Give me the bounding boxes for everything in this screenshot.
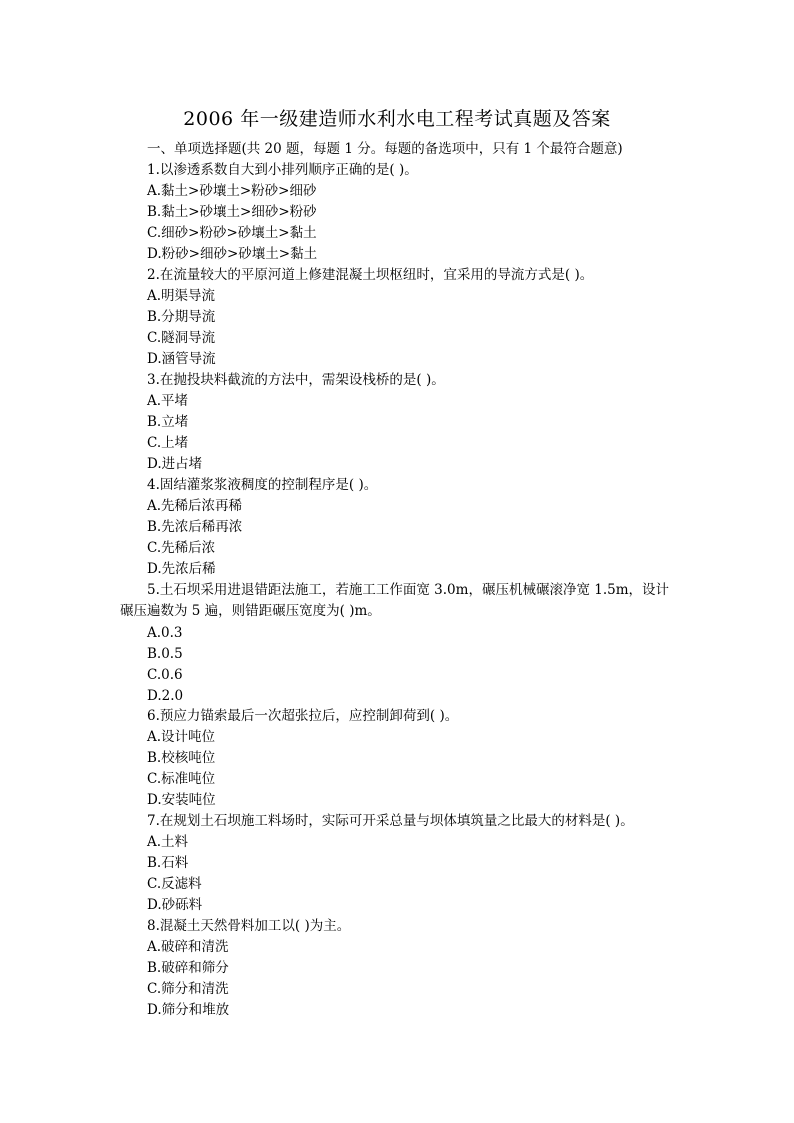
question-1-option-d: D.粉砂>细砂>砂壤土>黏土 — [147, 246, 318, 262]
question-5-option-d: D.2.0 — [147, 688, 184, 704]
section-heading: 一、单项选择题(共 20 题，每题 1 分。每题的备选项中，只有 1 个最符合题意) — [147, 141, 623, 157]
question-2-option-c: C.隧洞导流 — [147, 330, 216, 346]
question-7-option-a: A.土料 — [147, 834, 189, 850]
question-6-option-a: A.设计吨位 — [147, 729, 216, 745]
question-3-option-a: A.平堵 — [147, 393, 189, 409]
question-5-option-c: C.0.6 — [147, 667, 183, 683]
question-4-option-d: D.先浓后稀 — [147, 561, 216, 577]
question-5-stem-line1: 5.土石坝采用进退错距法施工，若施工工作面宽 3.0m，碾压机械碾滚净宽 1.5m，设计 — [147, 582, 670, 598]
question-3-option-d: D.进占堵 — [147, 456, 203, 472]
page-title: 2006 年一级建造师水利水电工程考试真题及答案 — [183, 108, 611, 130]
question-8-option-b: B.破碎和筛分 — [147, 960, 229, 976]
question-8-option-a: A.破碎和清洗 — [147, 939, 229, 955]
question-1-option-c: C.细砂>粉砂>砂壤土>黏土 — [147, 225, 317, 241]
question-2-option-d: D.涵管导流 — [147, 351, 216, 367]
question-1-stem: 1.以渗透系数自大到小排列顺序正确的是( )。 — [147, 162, 418, 178]
question-3-option-b: B.立堵 — [147, 414, 189, 430]
question-1-option-b: B.黏土>砂壤土>细砂>粉砂 — [147, 204, 317, 220]
question-8-option-c: C.筛分和清洗 — [147, 981, 229, 997]
question-4-option-b: B.先浓后稀再浓 — [147, 519, 243, 535]
question-6-option-b: B.校核吨位 — [147, 750, 216, 766]
question-6-stem: 6.预应力锚索最后一次超张拉后，应控制卸荷到( )。 — [147, 708, 459, 724]
question-2-option-a: A.明渠导流 — [147, 288, 216, 304]
question-4-stem: 4.固结灌浆浆液稠度的控制程序是( )。 — [147, 477, 378, 493]
question-6-option-c: C.标准吨位 — [147, 771, 216, 787]
question-5-option-a: A.0.3 — [147, 625, 183, 641]
question-5-option-b: B.0.5 — [147, 646, 183, 662]
question-4-option-c: C.先稀后浓 — [147, 540, 216, 556]
question-3-stem: 3.在抛投块料截流的方法中，需架设栈桥的是( )。 — [147, 372, 445, 388]
question-7-option-d: D.砂砾料 — [147, 897, 203, 913]
question-7-option-b: B.石料 — [147, 855, 189, 871]
question-8-option-d: D.筛分和堆放 — [147, 1002, 230, 1018]
question-1-option-a: A.黏土>砂壤土>粉砂>细砂 — [147, 183, 317, 199]
question-6-option-d: D.安装吨位 — [147, 792, 216, 808]
question-7-stem: 7.在规划土石坝施工料场时，实际可开采总量与坝体填筑量之比最大的材料是( )。 — [147, 813, 634, 829]
question-2-option-b: B.分期导流 — [147, 309, 216, 325]
question-3-option-c: C.上堵 — [147, 435, 189, 451]
question-5-stem-line2: 碾压遍数为 5 遍，则错距碾压宽度为( )m。 — [120, 603, 381, 619]
question-8-stem: 8.混凝土天然骨料加工以( )为主。 — [147, 918, 351, 934]
question-4-option-a: A.先稀后浓再稀 — [147, 498, 243, 514]
question-7-option-c: C.反滤料 — [147, 876, 202, 892]
question-2-stem: 2.在流量较大的平原河道上修建混凝土坝枢纽时，宜采用的导流方式是( )。 — [147, 267, 594, 283]
